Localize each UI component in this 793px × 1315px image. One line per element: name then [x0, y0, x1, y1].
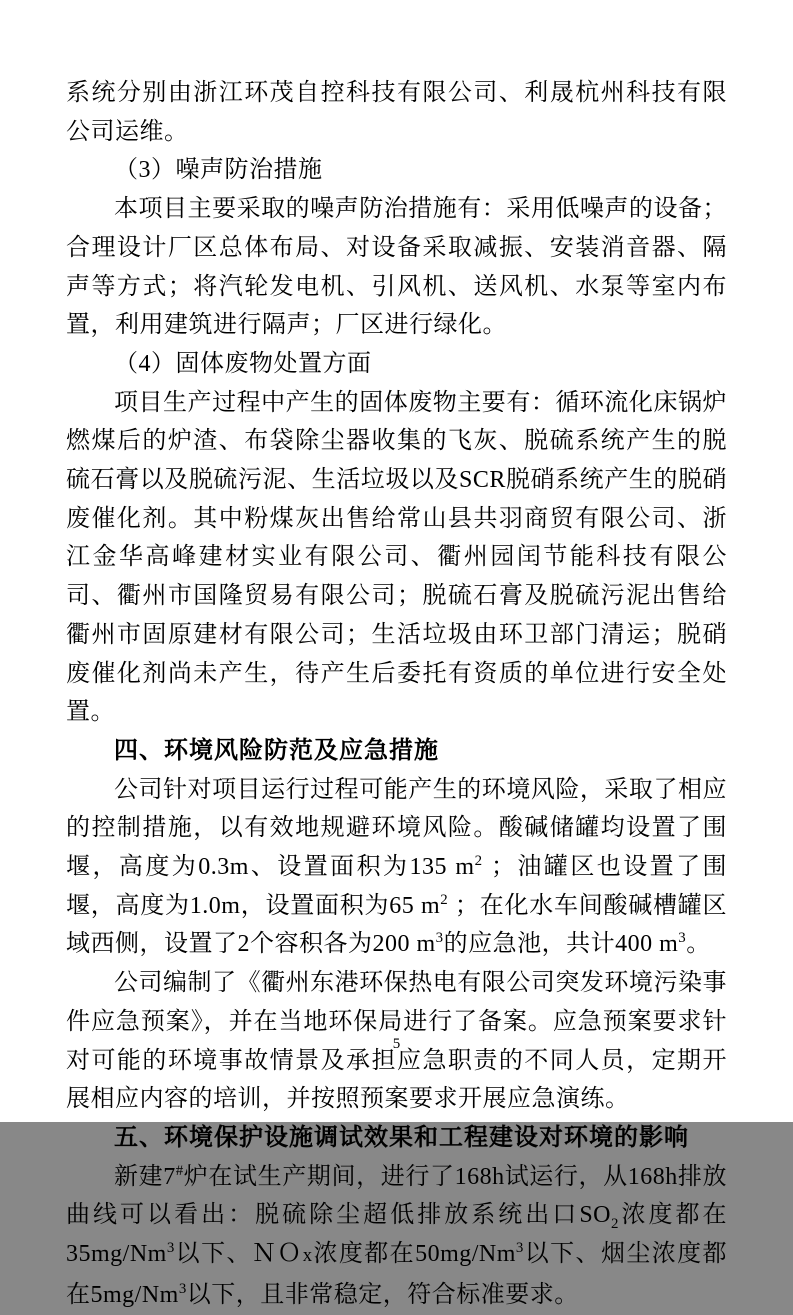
text-run: 1.0m: [189, 892, 241, 919]
text-run: 公司针对项目运行过程可能产生的环境风险，采取了相应的控制措施，以有效地规避环境风险。酸碱储罐均设置了围堰，高度为: [66, 776, 727, 881]
heading-section-4-risk-prevention: [66, 732, 727, 771]
text-run: 排放曲线可以看出：脱硫除尘超低排放系统出口: [66, 1163, 728, 1229]
text-run: 的应急池，共计: [443, 931, 616, 958]
text-run: 项目生产过程中产生的固体废物主要有：循环流化床锅炉燃煤后的炉渣、布袋除尘器收集的飞灰、脱硫系统产生的脱硫石膏以及脱硫污泥、生活垃圾以及: [66, 389, 727, 494]
text-run: 3: [435, 930, 444, 947]
text-run: 200 m: [372, 931, 436, 958]
text-run: 65 m: [389, 892, 441, 919]
text-run: SO: [579, 1202, 611, 1229]
heading-section-5-commissioning-effect: [66, 1119, 727, 1158]
page-number: 5: [392, 1036, 401, 1052]
text-run: 168h: [627, 1163, 678, 1190]
text-run: 35mg/Nm: [66, 1241, 167, 1268]
text-run: 、设置面积为: [248, 854, 410, 881]
text-run: ，设置面积为: [240, 892, 390, 919]
text-run: 公司编制了《衢州东港环保热电有限公司突发环境污染事件应急预案》，并在当地环保局进行了备案。应急预案要求针对可能的环境事故情景及承担应急职责的不同人员，定期开展相应内容的培训，并按照预案要求开展应急演练。: [66, 970, 727, 1113]
text-run: 浓度都在: [312, 1241, 416, 1268]
document-body: [66, 74, 727, 1315]
text-run: 2: [474, 853, 483, 870]
text-run: 2: [440, 891, 449, 908]
text-run: ；油罐区也设置了围堰，高度为: [66, 854, 728, 919]
text-run: 3: [515, 1240, 524, 1257]
para-noise-subheading: [66, 151, 727, 190]
text-run: 3: [178, 1280, 187, 1297]
text-run: ；在化水车间酸碱槽罐区域西侧，设置了: [66, 892, 728, 958]
text-run: 浓度都在: [618, 1202, 728, 1229]
text-run: #: [175, 1162, 184, 1179]
text-run: 试运行，从: [504, 1163, 628, 1190]
text-run: 50mg/Nm: [415, 1241, 516, 1268]
para-maintenance-continued: [66, 74, 727, 151]
text-run: SCR: [459, 467, 506, 494]
text-run: 2: [237, 931, 250, 958]
text-run: 2: [611, 1216, 619, 1233]
text-run: 新建: [114, 1163, 164, 1190]
text-run: （4）固体废物处置方面: [114, 350, 372, 377]
text-run: 系统分别由浙江环茂自控科技有限公司、利晟杭州科技有限公司运维。: [66, 80, 727, 145]
text-run: 400 m: [615, 931, 679, 958]
para-solid-waste: [66, 384, 727, 732]
text-run: 135 m: [409, 854, 475, 881]
para-trial-run-results: [66, 1158, 727, 1315]
text-run: 3: [166, 1240, 175, 1257]
text-run: x: [302, 1245, 313, 1267]
para-solid-waste-subheading: [66, 345, 727, 384]
text-run: 炉在试生产期间，进行了: [183, 1163, 455, 1190]
text-run: 脱硝系统产生的脱硝废催化剂。其中粉煤灰出售给常山县共羽商贸有限公司、浙江金华高峰建材实业有限公司、衢州园闰节能科技有限公司、衢州市国隆贸易有限公司；脱硫石膏及脱硫污泥出售给衢州市固原建材有限公司；生活垃圾由环卫部门清运；脱硝废催化剂尚未产生，待产生后委托有资质的单位进行安全处置。: [66, 467, 728, 726]
text-run: 本项目主要采取的噪声防治措施有：采用低噪声的设备；合理设计厂区总体布局、对设备采取减振、安装消音器、隔声等方式；将汽轮发电机、引风机、送风机、水泵等室内布置，利用建筑进行隔声；厂区进行绿化。: [66, 196, 727, 339]
text-run: 7: [163, 1163, 176, 1190]
text-run: 168h: [454, 1163, 505, 1190]
text-run: 以下，且非常稳定，符合标准要求。: [186, 1281, 579, 1308]
text-run: 五、环境保护设施调试效果和工程建设对环境的影响: [114, 1123, 689, 1151]
text-run: （3）噪声防治措施: [114, 157, 323, 184]
text-run: 以下、烟尘浓度都在: [66, 1241, 728, 1308]
text-run: 四、环境风险防范及应急措施: [114, 736, 439, 764]
text-run: 个容积各为: [250, 931, 373, 958]
page-footer: [0, 1036, 793, 1053]
text-run: 5mg/Nm: [90, 1281, 179, 1308]
text-run: 0.3m: [198, 854, 249, 881]
para-risk-control: [66, 771, 727, 965]
text-run: 。: [686, 931, 711, 958]
text-run: ＮＯ: [251, 1241, 303, 1268]
text-run: 3: [678, 930, 687, 947]
para-noise-measures: [66, 190, 727, 345]
text-run: 以下、: [174, 1241, 252, 1268]
